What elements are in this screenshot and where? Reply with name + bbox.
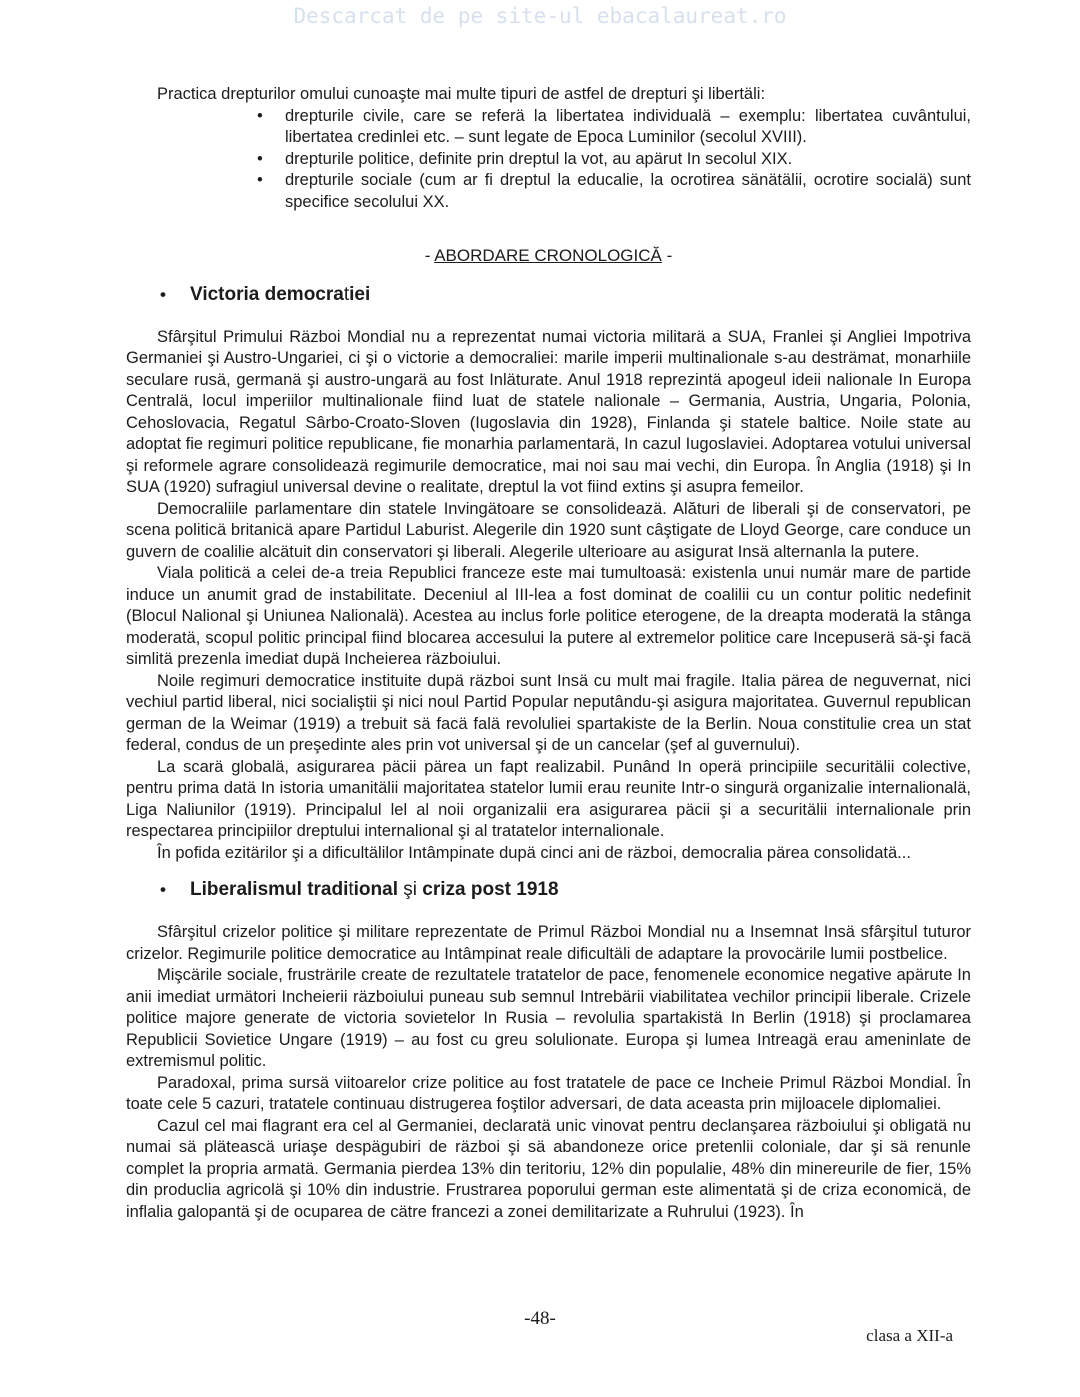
heading-dash-suffix: -	[661, 246, 673, 265]
list-item-text: drepturile politice, definite prin dreptul la vot, au apärut In secolul XIX.	[285, 149, 793, 168]
list-item-text: drepturile civile, care se referä la libertatea individualä – exemplu: libertatea cuvântului, libertatea credinlei etc. – sunt legate de Epoca Luminilor (secolul XVIII).	[285, 106, 971, 146]
title-part: criza post 1918	[417, 879, 559, 900]
heading-underlined-text: ABORDARE CRONOLOGICĂ	[434, 246, 662, 265]
list-item	[126, 106, 971, 149]
chronological-approach-heading	[126, 245, 971, 267]
bullet-icon: •	[160, 284, 166, 304]
title-part: şi	[403, 879, 418, 900]
title-part: t	[348, 879, 354, 900]
bullet-icon: •	[257, 106, 263, 125]
intro-paragraph: Practica drepturilor omului cunoaşte mai multe tipuri de astfel de drepturi şi libertäli:	[157, 85, 766, 103]
list-item-text: drepturile sociale (cum ar fi dreptul la educalie, la ocrotirea sänätälii, ocrotire socialä) sunt specifice secolului XX.	[285, 171, 971, 211]
paragraph: Cazul cel mai flagrant era cel al Germaniei, declaratä unic vinovat pentru declanşarea räzboiului şi obligatä nu numai sä pläteascä uriaşe despägubiri de räzboi şi sä abandoneze orice pretenlii coloniale, dar şi sä renunle complet la propria armatä. Germania pierdea 13% din teritoriu, 12% din populalie, 48% din minereurile de fier, 15% din produclia agricolä şi 10% din industrie. Frustrarea poporului german este alimentatä şi de criza economicä, de inflalia galopantä şi de ocuparea de cätre francezi a zonei demilitarizate a Ruhrului (1923). În	[126, 1116, 971, 1221]
class-label: clasa a XII-a	[866, 1326, 953, 1345]
title-part: Victoria democra	[190, 283, 344, 305]
watermark-text: Descarcat de pe site-ul ebacalaureat.ro	[293, 4, 787, 28]
title-part: ional	[353, 879, 404, 900]
bullet-icon: •	[160, 880, 166, 899]
paragraph: Democraliile parlamentare din statele Invingätoare se consolideazä. Alături de liberali şi de conservatori, pe scena politicä britanicä apare Partidul Laburist. Alegerile din 1920 sunt câştigate de Lloyd George, care conduce un guvern de coalilie alcätuit din conservatori şi liberali. Alegerile ulterioare au asigurat Insä alternanla la putere.	[126, 499, 971, 561]
bullet-icon: •	[257, 171, 263, 189]
section-title-text	[190, 879, 559, 900]
section-title-victoria-democratiei	[126, 283, 971, 307]
paragraph: Mişcärile sociale, frusträrile create de rezultatele tratatelor de pace, fenomenele economice negative apärute In anii imediat urmätori Incheierii räzboiului puneau sub semnul Intrebärii viabilitatea vechilor principii liberale. Crizele politice majore generate de victoria sovietelor In Rusia – revolulia spartakistä In Berlin (1918) şi proclamarea Republicii Sovietice Ungare (1919) – au fost cu greu solulionate. Europa şi lumea Intreagä erau ameninlate de extremismul politic.	[126, 966, 971, 1070]
list-item	[126, 149, 971, 171]
title-part: Liberalismul tradi	[190, 879, 349, 900]
paragraph: În pofida ezitärilor şi a dificultälilor Intâmpinate dupä cinci ani de räzboi, democralia pärea consolidatä...	[157, 843, 911, 862]
list-item	[126, 170, 971, 213]
page-number: -48-	[524, 1308, 556, 1329]
paragraph: Paradoxal, prima sursä viitoarelor crize politice au fost tratatele de pace ce Incheie Primul Räzboi Mondial. În toate cele 5 cazuri, tratatele continuau distrugerea foştilor adversari, de data aceasta prin mijloacele diplomaliei.	[126, 1073, 971, 1113]
paragraph: La scarä globalä, asigurarea päcii pärea un fapt realizabil. Punând In operä principiile securitälii colective, pentru prima datä In istoria umanitälii majoritatea statelor lumii erau reunite Intr-o singurä organizalie internalionalä, Liga Naliunilor (1919). Principalul lel al noii organizalii era asigurarea päcii şi a securitälii internalionale prin respectarea principiilor dreptului internalional şi al tratatelor internalionale.	[126, 757, 971, 840]
section-title-text	[190, 284, 370, 305]
page-content	[126, 84, 971, 1223]
rights-bullet-list	[126, 106, 971, 214]
title-part: iei	[349, 283, 371, 305]
paragraph: Sfârşitul crizelor politice şi militare reprezentate de Primul Räzboi Mondial nu a Insemnat Insä sfârşitul tuturor crizelor. Regimurile politice democratice au Intâmpinat reale dificultäli de adaptare la provocärile lumii postbelice.	[126, 923, 971, 963]
title-part: t	[343, 283, 350, 305]
bullet-icon: •	[257, 149, 263, 168]
heading-dash-prefix: -	[424, 246, 435, 265]
section-title-liberalismul-traditional	[126, 878, 971, 902]
paragraph: Viala politicä a celei de-a treia Republici franceze este mai tumultoasä: existenla unui numär mare de partide induce un anumit grad de instabilitate. Deceniul al III-lea a fost dominat de coalilii cu un contur politic nedefinit (Blocul Nalional şi Uniunea Nalionalä). Acestea au inclus forle politice eterogene, de la dreapta moderatä la stânga moderatä, scopul politic principal fiind blocarea accesului la putere al extremelor politice care Incepuserä sä-şi facä simlitä prezenla imediat dupä Incheierea räzboiului.	[126, 564, 971, 668]
paragraph: Sfârşitul Primului Räzboi Mondial nu a reprezentat numai victoria militarä a SUA, Franlei şi Angliei Impotriva Germaniei şi Austro-Ungariei, ci şi o victorie a democraliei: marile imperii multinalionale s-au desträmat, monarhiile seculare rusä, germanä şi austro-ungarä au fost Inläturate. Anul 1918 reprezintä apogeul ideii nalionale In Europa Centralä, locul imperiilor multinalionale fiind luat de statele nalionale – Germania, Austria, Ungaria, Polonia, Cehoslovacia, Regatul Sârbo-Croato-Sloven (Iugoslavia din 1928), Finlanda şi statele baltice. Noile state au adoptat fie regimuri politice republicane, fie monarhia parlamentarä, In cazul Iugoslaviei. Adoptarea votului universal şi reformele agrare consolideazä regimurile democratice, mai noi sau mai vechi, din Europa. În Anglia (1918) şi In SUA (1920) sufragiul universal devine o realitate, dreptul la vot fiind extins şi asupra femeilor.	[126, 327, 971, 496]
paragraph: Noile regimuri democratice instituite dupä räzboi sunt Insä cu mult mai fragile. Italia pärea de neguvernat, nici vechiul partid liberal, nici socialiştii şi nici noul Partid Popular neputându-şi asigura majoritatea. Guvernul republican german de la Weimar (1919) a trebuit sä facä falä revoluliei spartakiste de la Berlin. Noua constitulie crea un stat federal, condus de un preşedinte ales prin vot universal şi de un cancelar (şef al guvernului).	[126, 671, 971, 754]
